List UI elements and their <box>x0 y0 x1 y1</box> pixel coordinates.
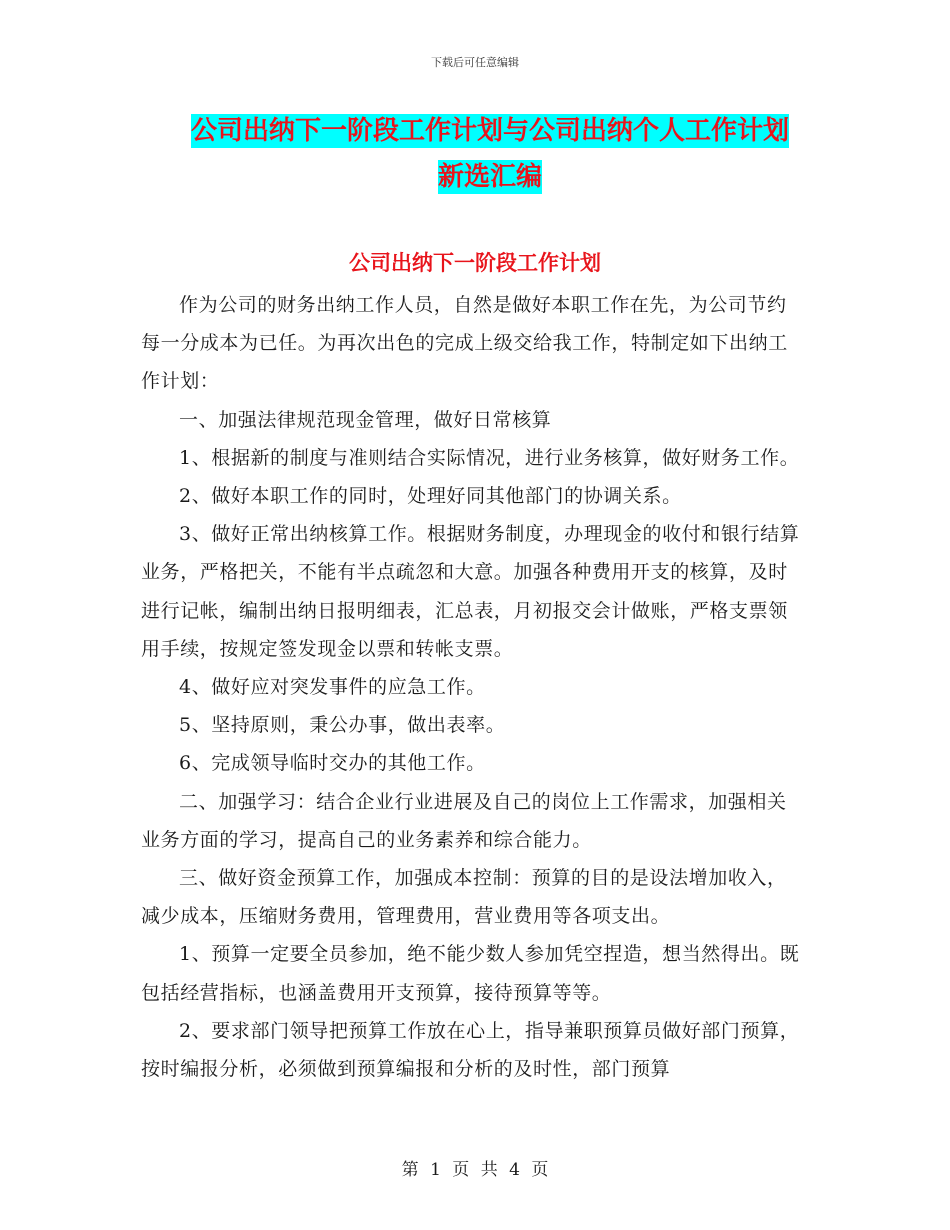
paragraph: 5、坚持原则，秉公办事，做出表率。 <box>179 714 506 737</box>
paragraph: 2、做好本职工作的同时，处理好同其他部门的协调关系。 <box>179 485 682 508</box>
document-title <box>140 108 840 200</box>
header-note: 下载后可任意编辑 <box>431 56 519 69</box>
title-line-1: 公司出纳下一阶段工作计划与公司出纳个人工作计划 <box>190 116 789 146</box>
paragraph: 6、完成领导临时交办的其他工作。 <box>179 752 486 775</box>
paragraph: 4、做好应对突发事件的应急工作。 <box>179 676 486 699</box>
paragraph: 2、要求部门领导把预算工作放在心上，指导兼职预算员做好部门预算，按时编报分析，必须做到预算编报和分析的及时性，部门预算 <box>141 1019 800 1081</box>
paragraph: 1、预算一定要全员参加，绝不能少数人参加凭空捏造，想当然得出。既包括经营指标，也涵盖费用开支预算，接待预算等等。 <box>141 943 800 1004</box>
paragraph: 一、加强法律规范现金管理，做好日常核算 <box>179 408 552 431</box>
paragraph: 三、做好资金预算工作，加强成本控制：预算的目的是设法增加收入，减少成本，压缩财务费用，管理费用，营业费用等各项支出。 <box>141 867 787 928</box>
section-title: 公司出纳下一阶段工作计划 <box>349 251 601 275</box>
paragraph: 1、根据新的制度与准则结合实际情况，进行业务核算，做好财务工作。 <box>179 446 800 469</box>
paragraph: 3、做好正常出纳核算工作。根据财务制度，办理现金的收付和银行结算业务，严格把关，不能有半点疏忽和大意。加强各种费用开支的核算，及时进行记帐，编制出纳日报明细表，汇总表，月初报交会计做账，严格支票领用手续，按规定签发现金以票和转帐支票。 <box>141 523 800 660</box>
paragraph: 作为公司的财务出纳工作人员，自然是做好本职工作在先，为公司节约每一分成本为已任。为再次出色的完成上级交给我工作，特制定如下出纳工作计划： <box>141 294 788 393</box>
title-line-2: 新选汇编 <box>437 162 542 192</box>
paragraph: 二、加强学习：结合企业行业进展及自己的岗位上工作需求，加强相关业务方面的学习，提高自己的业务素养和综合能力。 <box>141 790 787 851</box>
page-footer: 第 1 页 共 4 页 <box>401 1160 549 1180</box>
body-text <box>141 286 801 1088</box>
